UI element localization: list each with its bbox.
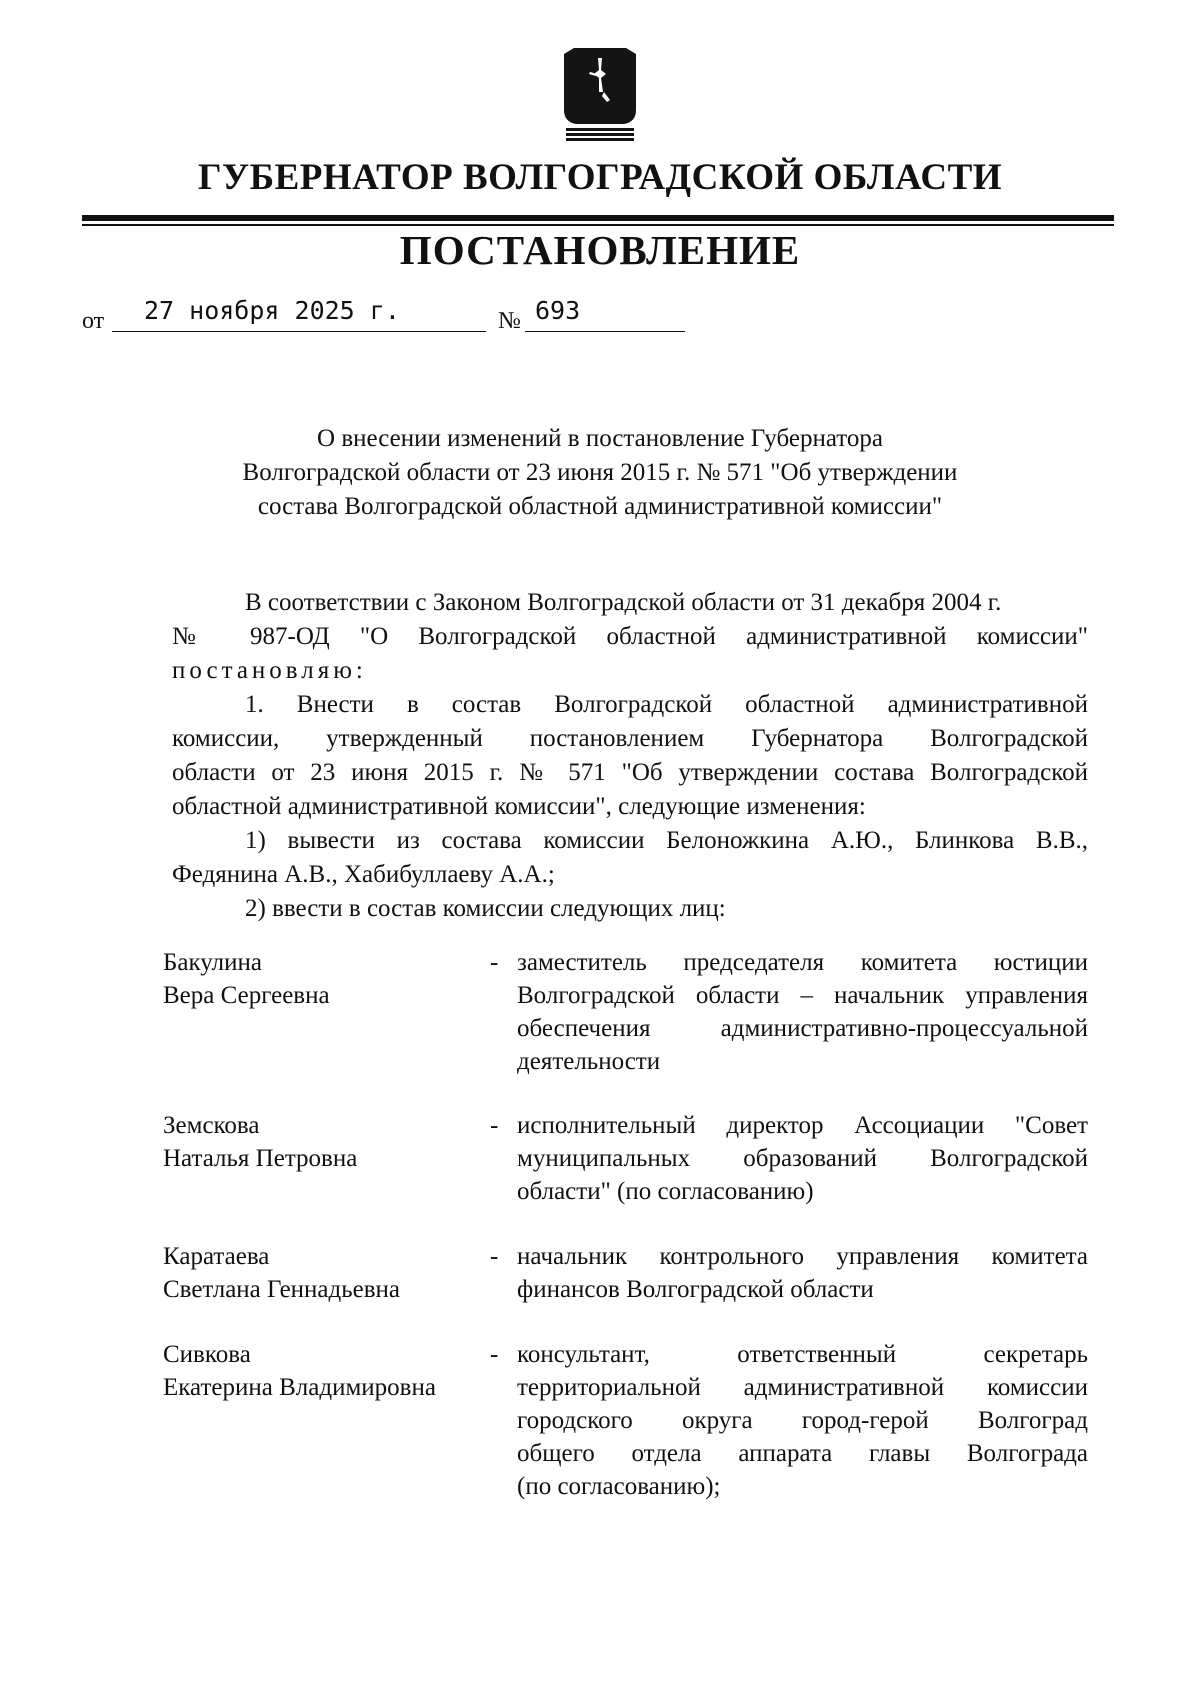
number-prefix: № — [498, 308, 521, 334]
body-line: 2) ввести в состав комиссии следующих лиц: — [245, 895, 726, 922]
subject-line: О внесении изменений в постановление Губернатора — [317, 425, 883, 452]
member-name — [163, 946, 483, 1012]
number-underline — [525, 331, 685, 332]
role-line: заместитель председателя комитета юстиции — [517, 949, 1088, 976]
member-dash: - — [490, 1112, 499, 1139]
subject-line: состава Волгоградской областной административной комиссии" — [257, 493, 943, 520]
role-line: финансов Волгоградской области — [517, 1276, 874, 1303]
coat-of-arms-emblem — [560, 48, 640, 144]
member-name — [163, 1109, 483, 1175]
document-date: 27 ноября 2025 г. — [144, 296, 400, 325]
role-line: обеспечения административно-процессуальной — [517, 1015, 1088, 1042]
member-dash: - — [490, 1243, 499, 1270]
member-role — [517, 1240, 1088, 1306]
issuing-authority: ГУБЕРНАТОР ВОЛГОГРАДСКОЙ ОБЛАСТИ — [197, 157, 1003, 198]
role-line: исполнительный директор Ассоциации "Совет — [517, 1112, 1088, 1139]
member-surname: Бакулина — [163, 949, 262, 976]
member-surname: Земскова — [163, 1112, 260, 1139]
member-role — [517, 1109, 1088, 1208]
subject-line: Волгоградской области от 23 июня 2015 г. № 571 "Об утверждении — [242, 459, 958, 486]
member-name — [163, 1240, 483, 1306]
member-dash: - — [490, 1341, 499, 1368]
member-surname: Сивкова — [163, 1341, 251, 1368]
role-line: городского округа город-герой Волгоград — [517, 1407, 1088, 1434]
document-number: 693 — [535, 296, 581, 325]
role-line: общего отдела аппарата главы Волгограда — [517, 1440, 1088, 1467]
role-line: (по согласованию); — [517, 1473, 721, 1500]
role-line: деятельности — [517, 1048, 661, 1075]
role-line: области" (по согласованию) — [517, 1178, 814, 1205]
date-prefix: от — [82, 308, 105, 334]
member-given-names: Екатерина Владимировна — [163, 1374, 436, 1401]
body-line: области от 23 июня 2015 г. № 571 "Об утверждении состава Волгоградской — [172, 759, 1088, 786]
body-line: комиссии, утвержденный постановлением Губернатора Волгоградской — [172, 725, 1088, 752]
member-given-names: Наталья Петровна — [163, 1145, 358, 1172]
role-line: консультант, ответственный секретарь — [517, 1341, 1088, 1368]
document-type-title: ПОСТАНОВЛЕНИЕ — [399, 227, 801, 273]
member-name — [163, 1338, 483, 1404]
body-line: В соответствии с Законом Волгоградской области от 31 декабря 2004 г. — [245, 589, 1002, 616]
member-given-names: Светлана Геннадьевна — [163, 1276, 401, 1303]
member-surname: Каратаева — [163, 1243, 270, 1270]
body-line: областной административной комиссии", следующие изменения: — [172, 793, 866, 820]
role-line: начальник контрольного управления комитета — [517, 1243, 1088, 1270]
body-line: 1. Внести в состав Волгоградской областной административной — [245, 691, 1088, 718]
body-line: № 987-ОД "О Волгоградской областной административной комиссии" — [172, 623, 1088, 650]
resolution-word: постановляю: — [172, 657, 367, 684]
date-underline — [112, 331, 486, 332]
role-line: Волгоградской области – начальник управления — [517, 982, 1088, 1009]
header-rule-thick — [82, 215, 1114, 221]
document-subject — [150, 422, 1050, 524]
member-role — [517, 1338, 1088, 1503]
role-line: территориальной административной комиссии — [517, 1374, 1088, 1401]
member-given-names: Вера Сергеевна — [163, 982, 330, 1009]
role-line: муниципальных образований Волгоградской — [517, 1145, 1088, 1172]
member-role — [517, 946, 1088, 1078]
body-line: Федянина А.В., Хабибуллаеву А.А.; — [172, 861, 555, 888]
body-line: 1) вывести из состава комиссии Белоножкина А.Ю., Блинкова В.В., — [245, 827, 1088, 854]
member-dash: - — [490, 949, 499, 976]
